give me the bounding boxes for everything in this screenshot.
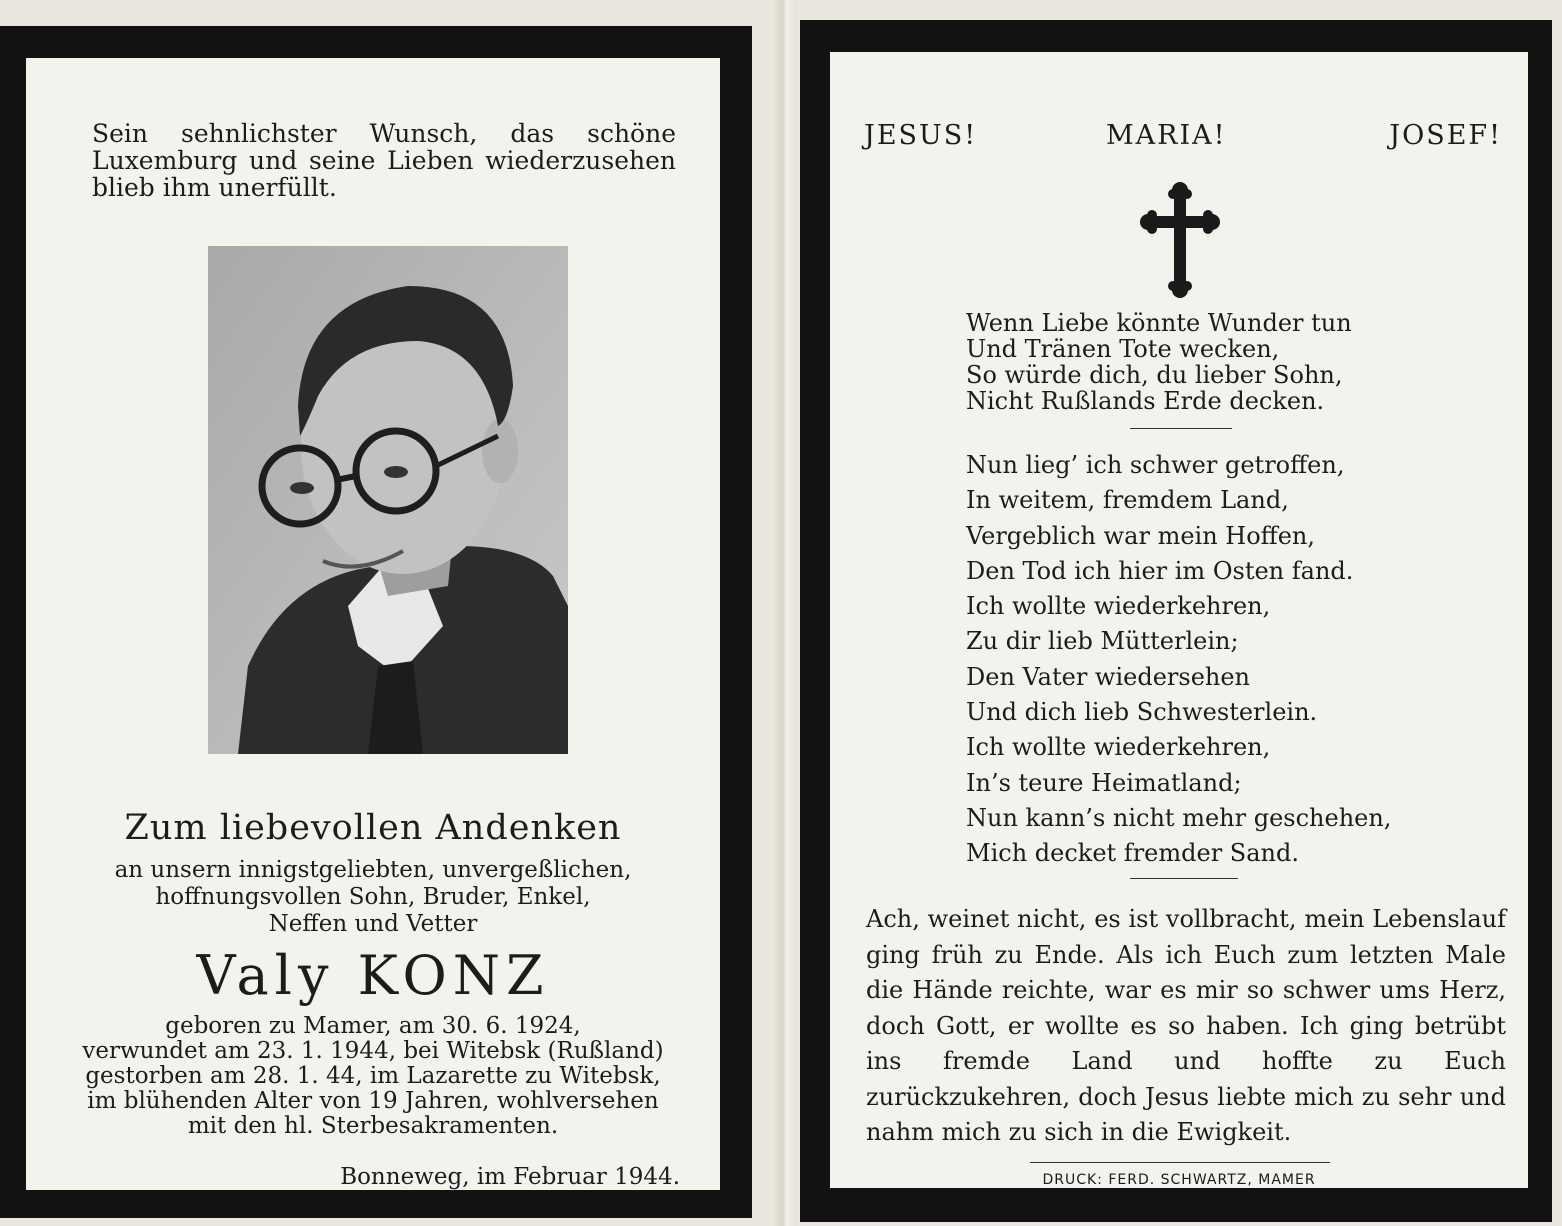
poem-line: In’s teure Heimatland;	[966, 768, 1242, 797]
invocation-josef: JOSEF!	[1389, 120, 1502, 151]
invocation-maria: MARIA!	[1106, 120, 1227, 151]
detail-line: verwundet am 23. 1. 1944, bei Witebsk (Rußland)	[82, 1038, 664, 1064]
poem-line: Nun kann’s nicht mehr geschehen,	[966, 803, 1392, 832]
detail-line: geboren zu Mamer, am 30. 6. 1924,	[165, 1013, 581, 1039]
budded-cross-icon	[1140, 180, 1220, 304]
poem-line: Ich wollte wiederkehren,	[966, 592, 1271, 621]
poem-line: Mich decket fremder Sand.	[966, 839, 1299, 868]
deceased-name: Valy KONZ	[196, 944, 550, 1007]
poem-stanza-2	[966, 448, 1391, 872]
poem-line: Vergeblich war mein Hoffen,	[966, 521, 1316, 550]
left-card-border	[0, 26, 752, 1218]
divider	[1130, 428, 1232, 429]
detail-line: im blühenden Alter von 19 Jahren, wohlversehen	[87, 1088, 659, 1114]
card-fold	[772, 0, 796, 1226]
poem-line: Den Tod ich hier im Osten fand.	[966, 556, 1354, 585]
poem-line: So würde dich, du lieber Sohn,	[966, 361, 1343, 389]
farewell-text: Ach, weinet nicht, es ist vollbracht, mein Lebenslauf ging früh zu Ende. Als ich Euch zum letzten Male die Hände reichte, war es mir so schwer ums Herz, doch Gott, er wollte es so haben. Ich ging betrübt ins fremde Land und hoffte zu Euch zurückzukehren, doch Jesus liebte mich zu sehr und nahm mich zu sich in die Ewigkeit.	[866, 905, 1506, 1146]
place-date: Bonneweg, im Februar 1944.	[340, 1164, 680, 1190]
divider	[1030, 1162, 1330, 1163]
left-card	[26, 58, 720, 1190]
detail-line: gestorben am 28. 1. 44, im Lazarette zu Witebsk,	[85, 1063, 661, 1089]
wish-text: Sein sehnlichster Wunsch, das schöne Luxemburg und seine Lieben wiederzusehen blieb ihm unerfüllt.	[92, 119, 676, 202]
poem-line: Ich wollte wiederkehren,	[966, 733, 1271, 762]
poem-line: Zu dir lieb Mütterlein;	[966, 627, 1239, 656]
poem-line: Nicht Rußlands Erde decken.	[966, 387, 1325, 415]
invocation-jesus: JESUS!	[864, 120, 978, 151]
portrait-photo	[208, 246, 568, 754]
subheading-line: an unsern innigstgeliebten, unvergeßlichen,	[114, 857, 632, 883]
subheading-line: Neffen und Vetter	[268, 911, 478, 937]
divider	[1130, 878, 1238, 879]
detail-line: mit den hl. Sterbesakramenten.	[187, 1113, 559, 1139]
subheading-line: hoffnungsvollen Sohn, Bruder, Enkel,	[155, 884, 591, 910]
poem-stanza-1	[966, 310, 1352, 414]
poem-line: Und dich lieb Schwesterlein.	[966, 698, 1318, 727]
life-details	[26, 1014, 720, 1139]
poem-line: Nun lieg’ ich schwer getroffen,	[966, 451, 1345, 479]
right-card	[830, 52, 1528, 1188]
memorial-heading: Zum liebevollen Andenken	[124, 808, 622, 848]
poem-line: Und Tränen Tote wecken,	[966, 335, 1280, 363]
poem-line: Den Vater wiedersehen	[966, 662, 1251, 691]
memorial-subheading	[26, 857, 720, 938]
poem-line: In weitem, fremdem Land,	[966, 486, 1289, 515]
printer-credit: DRUCK: FERD. SCHWARTZ, MAMER	[1042, 1172, 1316, 1188]
right-card-border	[800, 20, 1552, 1222]
poem-line: Wenn Liebe könnte Wunder tun	[966, 309, 1352, 337]
